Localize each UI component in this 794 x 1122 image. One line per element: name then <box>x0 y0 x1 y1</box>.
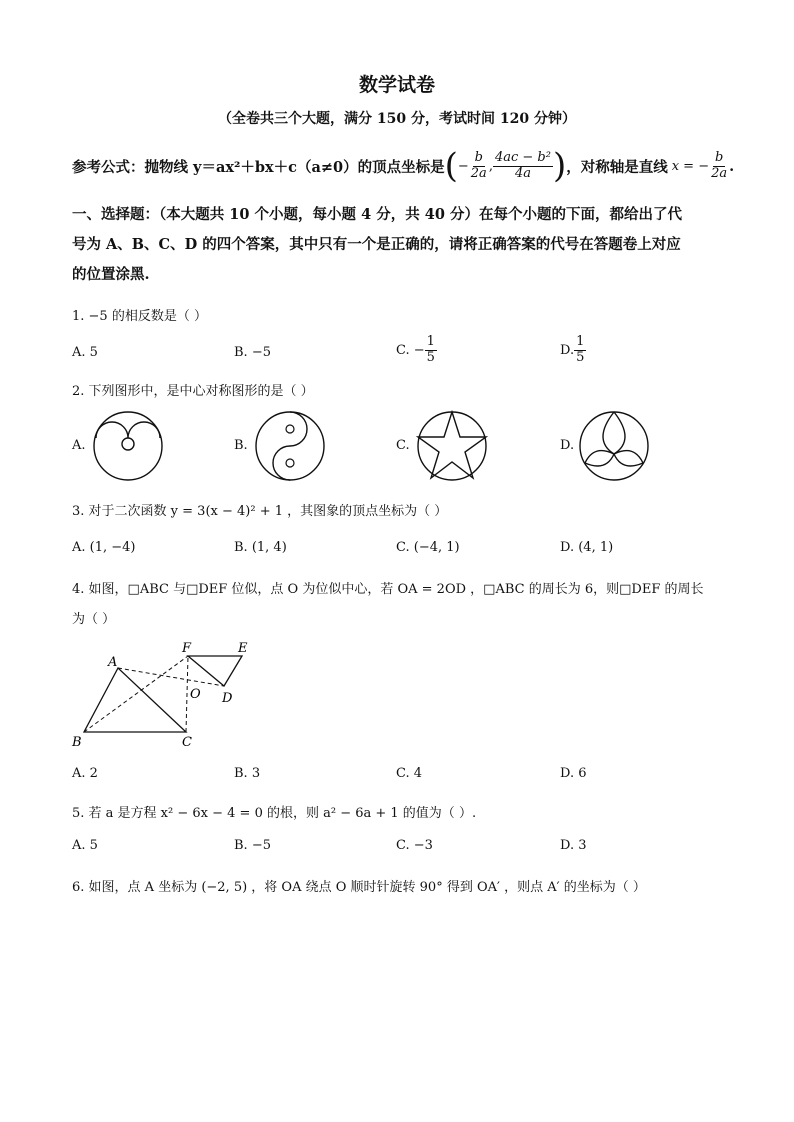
right-paren: ) <box>552 146 567 186</box>
question-1-option-b: B. −5 <box>234 345 271 360</box>
question-5-option-d: D. 3 <box>560 838 587 853</box>
option-c-fraction: $\frac{1}{5}$ <box>426 334 435 365</box>
question-1-option-d: D. $\frac{1}{5}$ <box>560 334 585 365</box>
figure-d-three-petals <box>578 410 650 482</box>
question-2-option-b: B. <box>234 438 248 453</box>
question-3-option-b: B. (1, 4) <box>234 540 287 555</box>
label-d: D <box>222 691 233 706</box>
question-4-option-b: B. 3 <box>234 766 261 781</box>
formula-end: . <box>729 157 735 175</box>
question-4-option-d: D. 6 <box>560 766 587 781</box>
section-heading-line-2: 号为 A、B、C、D 的四个答案，其中只有一个是正确的，请将正确答案的代号在答题卷上对应 <box>72 236 681 253</box>
exam-subtitle: （全卷共三个大题，满分 150 分，考试时间 120 分钟） <box>218 111 576 127</box>
ray-b-e <box>84 656 188 732</box>
figure-a-circle-arcs <box>92 410 164 482</box>
label-f: F <box>182 641 192 656</box>
question-1-option-c: C. − $\frac{1}{5}$ <box>396 334 435 365</box>
figure-c-star-circle <box>416 410 488 482</box>
question-2-option-c: C. <box>396 438 410 453</box>
label-e: E <box>238 641 248 656</box>
axis-fraction: $\frac{b}{2a}$ <box>711 149 728 181</box>
question-5-option-b: B. −5 <box>234 838 271 853</box>
question-2-option-d: D. <box>560 438 575 453</box>
label-b: B <box>72 735 82 750</box>
axis-lhs: x = − <box>671 158 710 174</box>
triangle-abc <box>84 668 186 732</box>
question-6-stem: 6. 如图，点 A 坐标为 (−2, 5) ，将 OA 绕点 O 顺时针旋转 90° 得到 OA′ ，则点 A′ 的坐标为（ ） <box>72 880 646 895</box>
question-3-option-a: A. (1, −4) <box>72 540 136 555</box>
question-4-similar-triangles-figure <box>66 636 266 754</box>
question-3-option-d: D. (4, 1) <box>560 540 614 555</box>
vertex-x-fraction: $\frac{b}{2a}$ <box>470 149 487 181</box>
formula-prefix: 参考公式：抛物线 y＝ax²＋bx＋c（a≠0）的顶点坐标是 <box>72 158 445 176</box>
question-4-stem-line-2: 为（ ） <box>72 612 116 627</box>
question-2-stem: 2. 下列图形中，是中心对称图形的是（ ） <box>72 384 314 399</box>
question-3-option-c: C. (−4, 1) <box>396 540 460 555</box>
question-1-stem: 1. −5 的相反数是（ ） <box>72 309 207 324</box>
question-4-option-a: A. 2 <box>72 766 98 781</box>
left-paren: ( <box>444 146 458 186</box>
section-heading-line-1: 一、选择题：（本大题共 10 个小题，每小题 4 分，共 40 分）在每个小题的下面，都给出了代 <box>72 206 682 223</box>
vertex-y-fraction: $\frac{\text{4ac − b²}}{4a}$ <box>494 149 551 181</box>
question-4-stem-line-1: 4. 如图，□ABC 与□DEF 位似，点 O 为位似中心，若 OA = 2OD ，□ABC 的周长为 6，则□DEF 的周长 <box>72 582 704 597</box>
label-c: C <box>182 735 192 750</box>
question-5-stem: 5. 若 a 是方程 x² − 6x − 4 = 0 的根，则 a² − 6a + 1 的值为（ ）. <box>72 806 477 821</box>
label-o: O <box>190 687 201 702</box>
figure-b-yin-yang <box>254 410 326 482</box>
question-2-option-a: A. <box>72 438 86 453</box>
reference-formula: 参考公式：抛物线 y＝ax²＋bx＋c（a≠0）的顶点坐标是 ( − $\frac{b}{2a}$ , $\frac{\text{4ac − b²}}{4a}$ ) ，对称轴是直线 x = − $\frac{b}{2a}$ . <box>72 146 735 186</box>
section-heading-line-3: 的位置涂黑. <box>72 266 150 283</box>
question-4-option-c: C. 4 <box>396 766 423 781</box>
label-a: A <box>108 655 118 670</box>
question-1-option-a: A. 5 <box>72 345 98 360</box>
question-5-option-c: C. −3 <box>396 838 433 853</box>
option-d-fraction: $\frac{1}{5}$ <box>576 334 585 365</box>
question-5-option-a: A. 5 <box>72 838 98 853</box>
ray-c-f <box>186 656 188 732</box>
page-title: 数学试卷 <box>358 74 435 96</box>
formula-middle: ，对称轴是直线 <box>566 158 668 176</box>
question-3-stem: 3. 对于二次函数 y = 3(x − 4)² + 1 ，其图象的顶点坐标为（ ） <box>72 504 448 519</box>
